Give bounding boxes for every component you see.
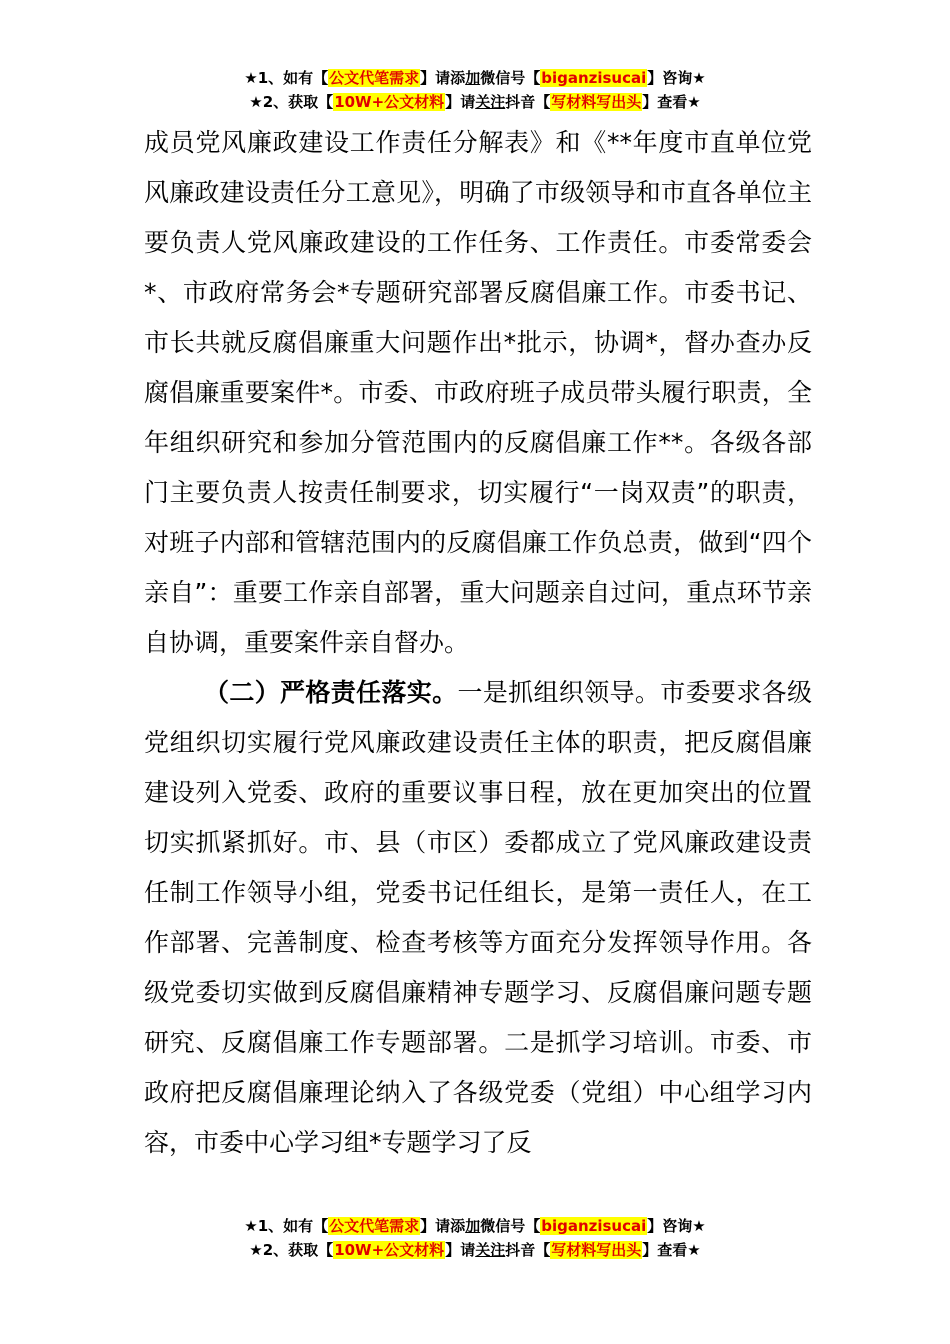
- promo-banner-top: [0, 66, 950, 114]
- highlight-materials: 10W+公文材料: [334, 1241, 445, 1259]
- section-heading: （二）严格责任落实。: [204, 678, 458, 707]
- highlight-service: 公文代笔需求: [329, 69, 420, 87]
- highlight-wechat-id: biganzisucai: [541, 1217, 647, 1235]
- document-body: [144, 118, 812, 1168]
- highlight-wechat-id: biganzisucai: [541, 69, 647, 87]
- promo-banner-bottom: [0, 1214, 950, 1262]
- promo-line-1: ★1、如有【公文代笔需求】请添加微信号【biganzisucai】咨询★: [244, 69, 706, 87]
- paragraph-2-text: 一是抓组织领导。市委要求各级党组织切实履行党风廉政建设责任主体的职责，把反腐倡廉建设列入党委、政府的重要议事日程，放在更加突出的位置切实抓紧抓好。市、县（市区）委都成立了党风廉政建设责任制工作领导小组，党委书记任组长，是第一责任人，在工作部署、完善制度、检查考核等方面充分发挥领导作用。各级党委切实做到反腐倡廉精神专题学习、反腐倡廉问题专题研究、反腐倡廉工作专题部署。二是抓学习培训。市委、市政府把反腐倡廉理论纳入了各级党委（党组）中心组学习内容，市委中心学习组*专题学习了反: [144, 678, 812, 1157]
- paragraph-1: 成员党风廉政建设工作责任分解表》和《**年度市直单位党风廉政建设责任分工意见》，明确了市级领导和市直各单位主要负责人党风廉政建设的工作任务、工作责任。市委常委会*、市政府常务会*专题研究部署反腐倡廉工作。市委书记、市长共就反腐倡廉重大问题作出*批示，协调*，督办查办反腐倡廉重要案件*。市委、市政府班子成员带头履行职责，全年组织研究和参加分管范围内的反腐倡廉工作**。各级各部门主要负责人按责任制要求，切实履行“一岗双责”的职责，对班子内部和管辖范围内的反腐倡廉工作负总责，做到“四个亲自”：重要工作亲自部署，重大问题亲自过问，重点环节亲自协调，重要案件亲自督办。: [144, 128, 812, 657]
- highlight-douyin: 写材料写出头: [551, 1241, 642, 1259]
- promo-line-1: ★1、如有【公文代笔需求】请添加微信号【biganzisucai】咨询★: [244, 1217, 706, 1235]
- promo-line-2: ★2、获取【10W+公文材料】请关注抖音【写材料写出头】查看★: [249, 93, 701, 111]
- paragraph-2: [144, 668, 812, 1168]
- promo-line-2: ★2、获取【10W+公文材料】请关注抖音【写材料写出头】查看★: [249, 1241, 701, 1259]
- highlight-douyin: 写材料写出头: [551, 93, 642, 111]
- highlight-service: 公文代笔需求: [329, 1217, 420, 1235]
- highlight-materials: 10W+公文材料: [334, 93, 445, 111]
